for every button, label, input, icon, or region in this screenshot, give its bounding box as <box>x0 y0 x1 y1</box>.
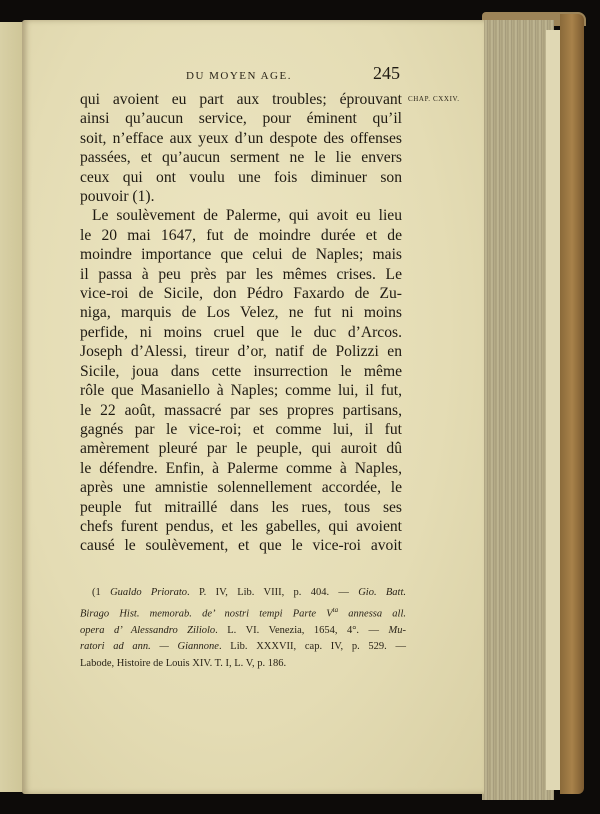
text-line: après une amnistie solennellement accordée, le <box>80 479 402 497</box>
text-line: Le soulèvement de Palerme, qui avoit eu lieu <box>92 207 402 225</box>
footnote-run: . Lib. XXXVII, cap. IV, p. 529. — <box>218 641 406 653</box>
text-line: ceux qui ont voulu une fois diminuer son <box>80 168 402 186</box>
footnote-run: . P. IV, Lib. VIII, p. 404. — <box>187 587 359 598</box>
footnote-line <box>80 623 406 640</box>
text-line: moindre importance que celui de Naples; mais <box>80 246 402 264</box>
footnote-line <box>80 656 406 673</box>
page-header <box>80 63 400 87</box>
text-line: pouvoir (1). <box>80 188 155 206</box>
footnote-run: (1 <box>92 587 111 598</box>
footnote-line <box>80 602 406 623</box>
text-line: amèrement pleuré par le peuple, qui auroit dû <box>80 440 402 458</box>
text-line: chefs furent pendus, et les gabelles, qui avoient <box>80 517 402 535</box>
text-line: rôle que Masaniello à Naples; comme lui, il fut, <box>80 382 402 400</box>
footnote-italic-run: Gualdo Priorato <box>110 587 188 598</box>
footnote-italic-run: ratori ad ann. — Giannone <box>80 641 219 653</box>
footnote <box>80 585 406 672</box>
text-line: causé le soulèvement, et que le vice-roi avoit <box>80 537 402 555</box>
text-line: ainsi qu’aucun service, pour éminent qu’il <box>80 110 402 128</box>
text-line: peuple fut mitraillé dans les rues, tous ses <box>80 498 402 516</box>
footnote-line <box>80 639 406 656</box>
page-number: 245 <box>373 63 400 83</box>
footnote-italic-run: Gio. Batt. <box>358 587 407 598</box>
text-line: le 20 mai 1647, fut de moindre durée et de <box>80 226 402 244</box>
footnote-italic-run: opera d’ Alessandro Ziliolo <box>80 624 216 636</box>
text-line: il passa à peu près par les mêmes crises. Le <box>80 265 402 283</box>
footnote-italic-run: annessa all. <box>338 608 407 620</box>
margin-note-chapter: CHAP. CXXIV. <box>408 95 460 103</box>
footnote-italic-run: Birago Hist. memorab. de’ nostri tempi Parte V <box>80 608 333 620</box>
text-line: soit, n’efface aux yeux d’un despote des offenses <box>80 129 402 147</box>
footnote-run: Labode, Histoire de Louis XIV. T. I, L. V, p. 186. <box>80 657 287 669</box>
left-page-edge <box>0 22 23 792</box>
footnote-run: . L. VI. Venezia, 1654, 4°. — <box>215 624 389 636</box>
text-line: perfide, ni moins cruel que le duc d’Arcos. <box>80 323 402 341</box>
text-line: le 22 août, massacré par ses propres partisans, <box>80 401 402 419</box>
body-text <box>80 90 402 556</box>
text-line: passées, et qu’aucun serment ne le lie envers <box>80 149 402 167</box>
text-line: le défendre. Enfin, à Palerme comme à Naples, <box>80 459 402 477</box>
text-line: Sicile, joua dans cette insurrection le même <box>80 362 402 380</box>
book-cover-edge <box>560 14 584 794</box>
page-fore-edge <box>482 20 554 800</box>
text-line: niga, marquis de Los Velez, ne fut ni moins <box>80 304 402 322</box>
footnote-italic-run: Mu- <box>388 624 406 636</box>
text-line: qui avoient eu part aux troubles; éprouvant <box>80 91 402 108</box>
text-line: gagnés par le vice-roi; et comme lui, il fut <box>80 420 402 438</box>
text-line: Joseph d’Alessi, tireur d’or, natif de Polizzi en <box>80 343 402 361</box>
running-head: DU MOYEN AGE. <box>186 70 292 82</box>
footnote-italic-run: ta <box>332 605 339 614</box>
text-line: vice-roi de Sicile, don Pédro Faxardo de Zu- <box>80 285 402 303</box>
footnote-line <box>80 585 406 602</box>
